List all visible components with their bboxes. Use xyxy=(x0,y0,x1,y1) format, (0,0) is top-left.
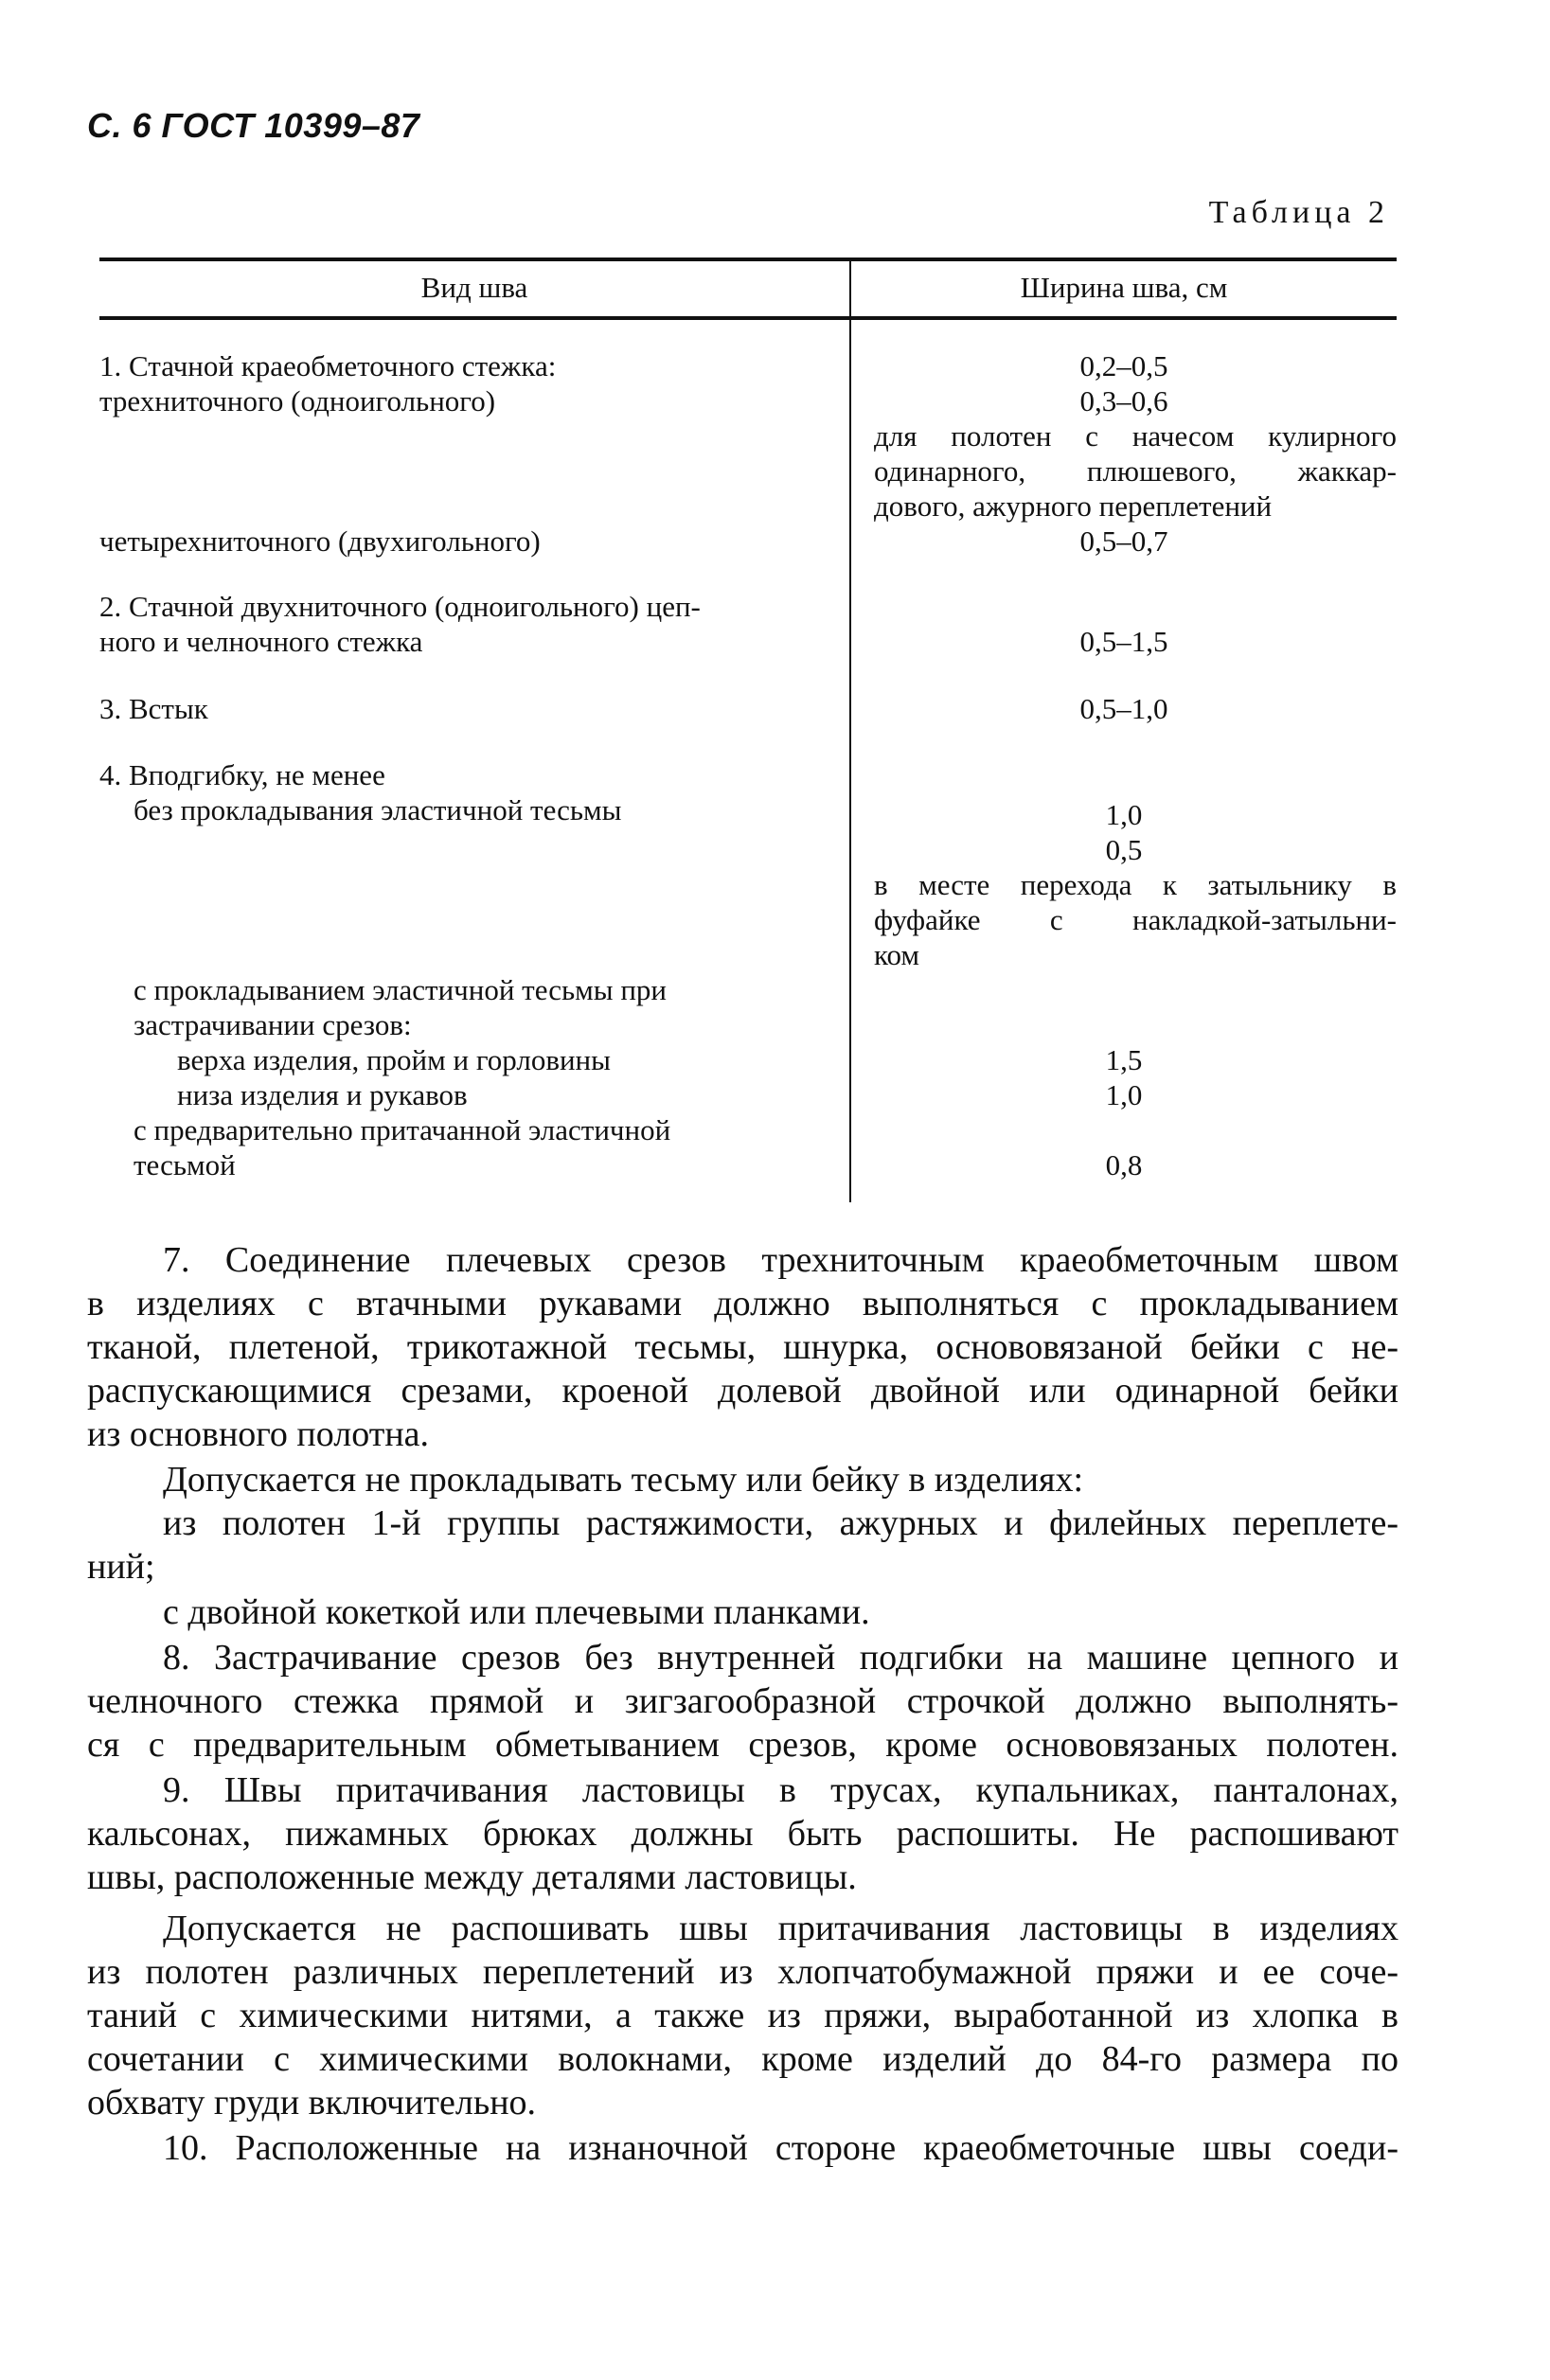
table-cell-right: 0,5–1,5 xyxy=(1079,625,1168,658)
paragraph-line: 9. Швы притачивания ластовицы в трусах, купальниках, панталонах, xyxy=(163,1770,1399,1810)
table-cell-left: застрачивании срезов: xyxy=(134,1008,412,1041)
table-header-rule xyxy=(99,316,1397,320)
table-cell-left: с предварительно притачанной эластичной xyxy=(134,1113,671,1146)
paragraph-line: Допускается не прокладывать тесьму или бейку в изделиях: xyxy=(163,1460,1084,1500)
paragraph-line: обхвату груди включительно. xyxy=(87,2083,537,2122)
table-cell-left: трехниточного (одноигольного) xyxy=(99,384,496,417)
table-cell-right-note: дового, ажурного переплетений xyxy=(874,489,1273,523)
table-cell-left: с прокладыванием эластичной тесьмы при xyxy=(134,973,668,1006)
paragraph-line: кальсонах, пижамных брюках должны быть распошиты. Не распошивают xyxy=(87,1814,1399,1854)
paragraph-line: 10. Расположенные на изнаночной стороне краеобметочные швы соеди- xyxy=(163,2128,1399,2168)
table-cell-left: 2. Стачной двухниточного (одноигольного) цеп- xyxy=(99,590,701,623)
table-caption: Таблица 2 xyxy=(1208,195,1389,230)
table-cell-left: ного и челночного стежка xyxy=(99,625,423,658)
table-cell-right: 0,5–0,7 xyxy=(1079,524,1168,558)
paragraph-line: тканой, плетеной, трикотажной тесьмы, шнурка, основовязаной бейки с не- xyxy=(87,1327,1399,1367)
paragraph-line: распускающимися срезами, кроеной долевой двойной или одинарной бейки xyxy=(87,1371,1399,1411)
paragraph-line: сочетании с химическими волокнами, кроме изделий до 84-го размера по xyxy=(87,2039,1399,2079)
table-top-rule xyxy=(99,258,1397,261)
table-cell-left: низа изделия и рукавов xyxy=(177,1078,468,1111)
table-cell-right: 1,5 xyxy=(1105,1043,1143,1076)
table-cell-right: 1,0 xyxy=(1105,1078,1143,1111)
table-cell-right: 1,0 xyxy=(1105,798,1143,831)
paragraph-line: из полотен 1-й группы растяжимости, ажурных и филейных переплете- xyxy=(163,1503,1399,1543)
table-cell-left: четырехниточного (двухигольного) xyxy=(99,524,541,558)
paragraph-line: из основного полотна. xyxy=(87,1414,430,1454)
paragraph-line: таний с химическими нитями, а также из пряжи, выработанной из хлопка в xyxy=(87,1996,1399,2035)
paragraph-line: с двойной кокеткой или плечевыми планками. xyxy=(163,1592,870,1632)
table-cell-left: 1. Стачной краеобметочного стежка: xyxy=(99,349,557,382)
paragraph-line: 8. Застрачивание срезов без внутренней подгибки на машине цепного и xyxy=(163,1638,1399,1678)
table-cell-right: 0,8 xyxy=(1105,1148,1143,1181)
table-cell-left: тесьмой xyxy=(134,1148,236,1181)
table-cell-right-note: одинарного, плюшевого, жаккар- xyxy=(874,454,1397,488)
paragraph-line: челночного стежка прямой и зигзагообразной строчкой должно выполнять- xyxy=(87,1681,1399,1721)
table-cell-left: без прокладывания эластичной тесьмы xyxy=(134,793,622,826)
paragraph-line: ний; xyxy=(87,1547,155,1587)
table-cell-left: верха изделия, пройм и горловины xyxy=(177,1043,611,1076)
table-cell-left: 3. Встык xyxy=(99,692,208,725)
table-cell-left: 4. Вподгибку, не менее xyxy=(99,758,385,791)
table-cell-right-note: ком xyxy=(874,938,920,971)
paragraph-line: швы, расположенные между деталями ластовицы. xyxy=(87,1857,857,1897)
column-header-seam-width: Ширина шва, см xyxy=(1020,271,1228,304)
table-cell-right: 0,5–1,0 xyxy=(1079,692,1168,725)
table-cell-right: 0,3–0,6 xyxy=(1079,384,1168,417)
paragraph-line: в изделиях с втачными рукавами должно выполняться с прокладыванием xyxy=(87,1284,1399,1323)
column-header-seam-type: Вид шва xyxy=(420,271,528,304)
paragraph-line: из полотен различных переплетений из хлопчатобумажной пряжи и ее соче- xyxy=(87,1952,1399,1992)
paragraph-line: Допускается не распошивать швы притачивания ластовицы в изделиях xyxy=(163,1909,1399,1948)
paragraph-line: ся с предварительным обметыванием срезов, кроме основовязаных полотен. xyxy=(87,1725,1399,1765)
table-cell-right-note: фуфайке с накладкой-затыльни- xyxy=(874,903,1397,936)
page-header: С. 6 ГОСТ 10399–87 xyxy=(87,106,420,145)
paragraph-line: 7. Соединение плечевых срезов трехниточным краеобметочным швом xyxy=(163,1240,1399,1280)
table-cell-right: 0,5 xyxy=(1105,833,1143,866)
table-cell-right-note: в месте перехода к затыльнику в xyxy=(874,868,1397,901)
table-cell-right: 0,2–0,5 xyxy=(1079,349,1168,382)
table-cell-right-note: для полотен с начесом кулирного xyxy=(874,419,1397,453)
